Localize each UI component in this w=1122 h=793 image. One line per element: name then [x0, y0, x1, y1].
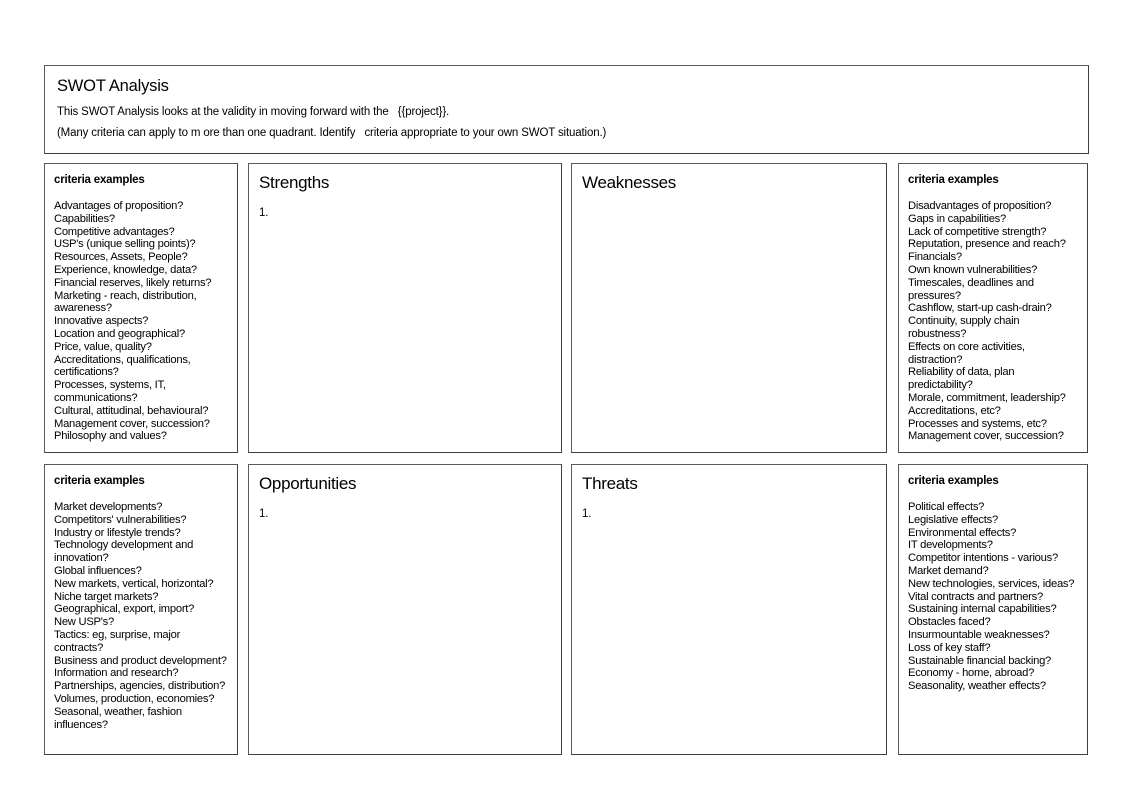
criteria-item: Seasonal, weather, fashion influences?	[54, 705, 182, 731]
criteria-item: Own known vulnerabilities?	[908, 263, 1038, 276]
criteria-item: Capabilities?	[54, 212, 115, 225]
criteria-item: Financials?	[908, 251, 962, 264]
criteria-item: Vital contracts and partners?	[908, 590, 1043, 603]
quadrant-title-opportunities: Opportunities	[259, 474, 357, 493]
criteria-item: Political effects?	[908, 501, 985, 513]
criteria-item: Competitor intentions - various?	[908, 552, 1058, 565]
criteria-item: USP's (unique selling points)?	[54, 238, 196, 251]
criteria-item: Sustaining internal capabilities?	[908, 603, 1057, 616]
criteria-item: Tactics: eg, surprise, major contracts?	[54, 628, 181, 654]
criteria-item: Volumes, production, economies?	[54, 692, 215, 705]
criteria-item: Processes and systems, etc?	[908, 417, 1047, 430]
criteria-item: Market demand?	[908, 564, 989, 577]
quadrant-opportunities[interactable]	[248, 464, 562, 755]
page-title: SWOT Analysis	[57, 77, 169, 95]
criteria-examples-label: criteria examples	[908, 174, 999, 186]
quadrant-strengths[interactable]	[248, 163, 562, 453]
quadrant-title-strengths: Strengths	[259, 173, 330, 192]
criteria-item: Continuity, supply chain robustness?	[908, 315, 1020, 340]
criteria-list-strengths	[54, 200, 228, 443]
criteria-examples-label: criteria examples	[54, 174, 145, 186]
criteria-item: Management cover, succession?	[908, 430, 1064, 443]
criteria-item: Experience, knowledge, data?	[54, 263, 197, 276]
criteria-item: Morale, commitment, leadership?	[908, 391, 1066, 404]
criteria-item: Effects on core activities, distraction?	[908, 340, 1025, 366]
header-description-line-1: This SWOT Analysis looks at the validity in moving forward with the {{project}}.	[57, 106, 450, 118]
criteria-item: IT developments?	[908, 539, 993, 552]
criteria-item: Lack of competitive strength?	[908, 225, 1047, 238]
criteria-examples-threats	[898, 464, 1088, 755]
criteria-item: New technologies, services, ideas?	[908, 577, 1075, 590]
criteria-examples-strengths	[44, 163, 238, 453]
criteria-item: Insurmountable weaknesses?	[908, 628, 1050, 641]
quadrant-entry-threats-1[interactable]: 1.	[582, 508, 592, 520]
criteria-list-opportunities	[54, 501, 228, 731]
criteria-item: Environmental effects?	[908, 526, 1017, 539]
criteria-item: Financial reserves, likely returns?	[54, 276, 212, 289]
criteria-list-threats	[908, 501, 1078, 693]
criteria-item: Resources, Assets, People?	[54, 251, 188, 264]
criteria-examples-weaknesses	[898, 163, 1088, 453]
criteria-item: Business and product development?	[54, 654, 227, 667]
criteria-item: Partnerships, agencies, distribution?	[54, 680, 226, 693]
criteria-examples-opportunities	[44, 464, 238, 755]
criteria-item: Industry or lifestyle trends?	[54, 526, 181, 539]
criteria-item: Disadvantages of proposition?	[908, 200, 1052, 212]
criteria-item: Loss of key staff?	[908, 641, 991, 654]
quadrant-threats[interactable]	[571, 464, 887, 755]
criteria-item: Advantages of proposition?	[54, 200, 184, 212]
criteria-item: Reliability of data, plan predictability?	[908, 366, 1015, 392]
criteria-item: New markets, vertical, horizontal?	[54, 577, 214, 590]
quadrant-title-weaknesses: Weaknesses	[582, 173, 677, 192]
criteria-item: Accreditations, etc?	[908, 404, 1001, 417]
criteria-item: Seasonality, weather effects?	[908, 680, 1046, 693]
criteria-item: Innovative aspects?	[54, 315, 149, 328]
criteria-item: Niche target markets?	[54, 590, 159, 603]
criteria-item: Obstacles faced?	[908, 616, 991, 629]
quadrant-entry-strengths-1[interactable]: 1.	[259, 207, 269, 219]
quadrant-entry-opportunities-1[interactable]: 1.	[259, 508, 269, 520]
quadrant-weaknesses[interactable]	[571, 163, 887, 453]
header-panel	[44, 65, 1089, 154]
criteria-item: Timescales, deadlines and pressures?	[908, 276, 1034, 302]
criteria-item: Reputation, presence and reach?	[908, 238, 1066, 251]
criteria-examples-label: criteria examples	[54, 475, 145, 487]
criteria-item: Competitive advantages?	[54, 225, 175, 238]
criteria-item: Location and geographical?	[54, 327, 185, 340]
criteria-examples-label: criteria examples	[908, 475, 999, 487]
criteria-item: Global influences?	[54, 564, 142, 577]
criteria-item: Legislative effects?	[908, 513, 998, 526]
criteria-item: Accreditations, qualifications, certifications?	[54, 353, 191, 379]
criteria-item: Competitors' vulnerabilities?	[54, 513, 187, 526]
criteria-item: Processes, systems, IT, communications?	[54, 379, 166, 404]
criteria-item: Information and research?	[54, 667, 179, 680]
criteria-item: Sustainable financial backing?	[908, 654, 1052, 667]
criteria-item: Cashflow, start-up cash-drain?	[908, 302, 1052, 315]
criteria-item: Cultural, attitudinal, behavioural?	[54, 404, 209, 417]
criteria-item: Price, value, quality?	[54, 340, 152, 353]
header-description-line-2: (Many criteria can apply to m ore than one quadrant. Identify criteria appropriate to your own SWOT situation.)	[57, 127, 607, 139]
quadrant-title-threats: Threats	[582, 474, 638, 493]
criteria-item: Geographical, export, import?	[54, 603, 195, 616]
criteria-item: Technology development and innovation?	[54, 539, 194, 565]
criteria-item: Philosophy and values?	[54, 430, 167, 443]
criteria-item: Management cover, succession?	[54, 417, 210, 430]
criteria-item: Marketing - reach, distribution, awareness?	[54, 289, 197, 315]
criteria-item: Market developments?	[54, 501, 163, 513]
criteria-list-weaknesses	[908, 200, 1078, 443]
criteria-item: Gaps in capabilities?	[908, 212, 1006, 225]
criteria-item: Economy - home, abroad?	[908, 667, 1035, 680]
criteria-item: New USP's?	[54, 616, 114, 629]
